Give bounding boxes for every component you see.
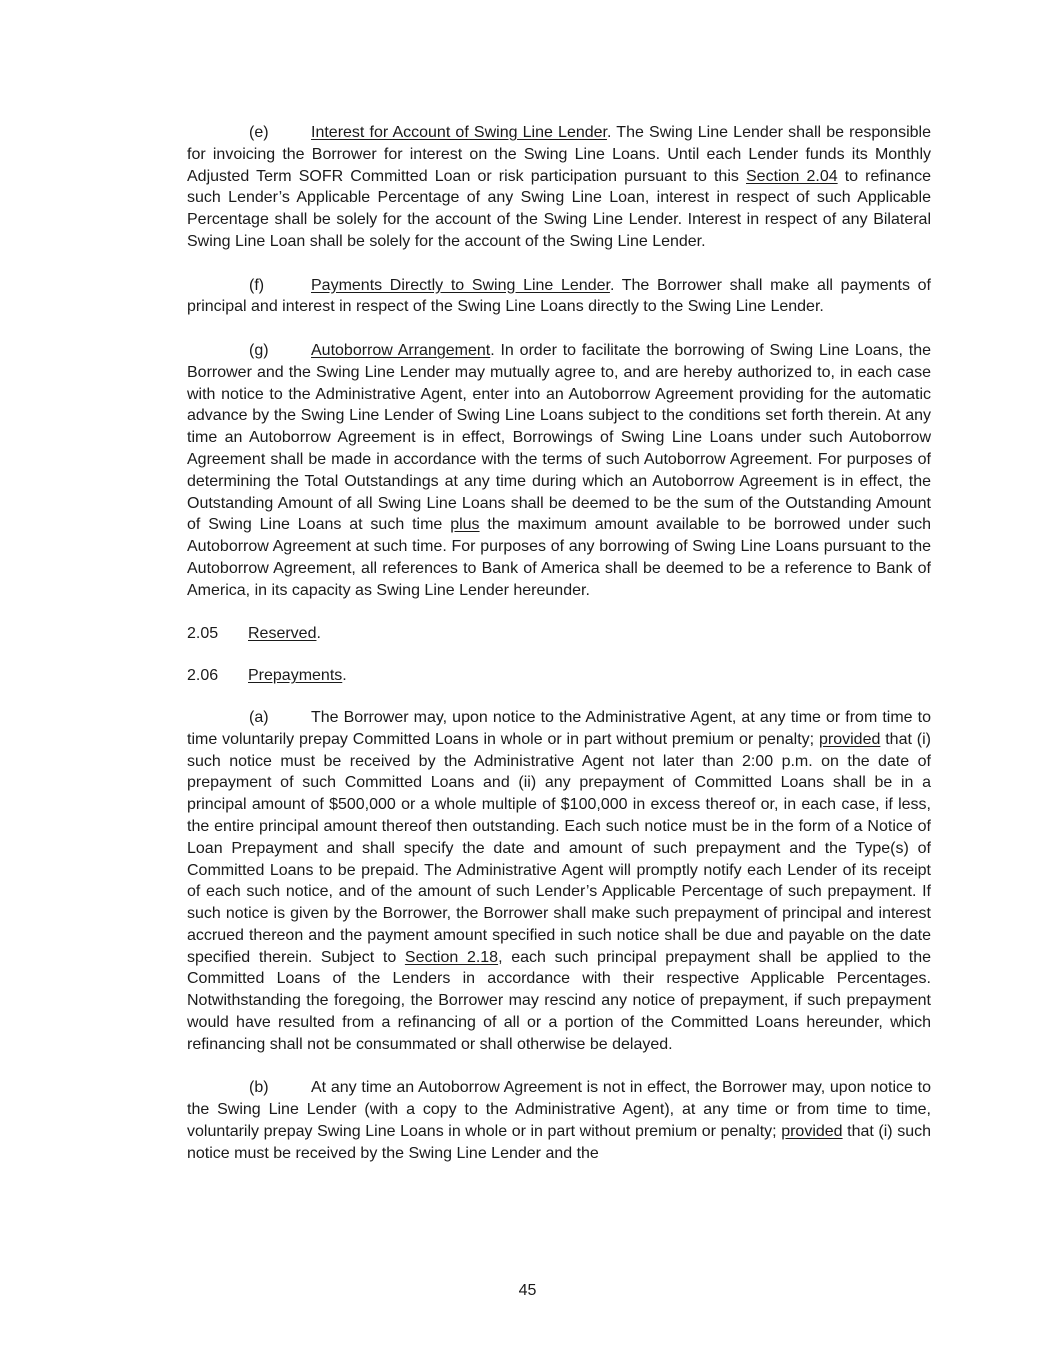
section-punct: . [316, 625, 321, 643]
paragraph-title: Autoborrow Arrangement [311, 341, 491, 359]
section-title: Prepayments [248, 667, 343, 685]
paragraph-f [187, 275, 931, 319]
paragraph-marker: (g) [249, 341, 269, 359]
paragraph-e [187, 122, 931, 253]
paragraph-marker: (b) [249, 1079, 269, 1097]
section-reference-link[interactable]: Section 2.18 [404, 948, 499, 966]
paragraph-text: , each such principal prepayment shall be applied to the Committed Loans of the Lenders in accordance with their respective Applicable Percentages. Notwithstanding the foregoing, the Borrower may rescind any notice of prepayment, if such prepayment would have resulted from a refinancing of all or a portion of the Committed Loans hereunder, which refinancing shall not be consummated or shall otherwise be delayed. [187, 948, 932, 1053]
section-punct: . [342, 667, 347, 685]
emphasized-term: provided [781, 1123, 843, 1141]
paragraph-text: that (i) such notice must be received by the Swing Line Lender and the [187, 1123, 932, 1162]
paragraph-a [187, 707, 931, 1056]
emphasized-term: provided [818, 730, 881, 748]
paragraph-text: . The Borrower shall make all payments of principal and interest in respect of the Swing Line Loans directly to the Swing Line Lender. [187, 276, 932, 316]
document-page [187, 122, 931, 1186]
paragraph-text: At any time an Autoborrow Agreement is not in effect, the Borrower may, upon notice to the Swing Line Lender (with a copy to the Administrative Agent), at any time or from time to time, voluntarily prepay Swing Line Loans in whole or in part without premium or penalty; [187, 1079, 931, 1141]
paragraph-text: to refinance such Lender’s Applicable Percentage of any Swing Line Loan, interest in respect of such Applicable Percentage shall be solely for the account of the Swing Line Lender. Interest in respect of any Bilateral Swing Line Loan shall be solely for the account of the Swing Line Lender. [187, 167, 932, 250]
page-number: 45 [518, 1282, 537, 1299]
paragraph-title: Payments Directly to Swing Line Lender [311, 276, 610, 294]
paragraph-text: . In order to facilitate the borrowing of Swing Line Loans, the Borrower and the Swing Line Lender may mutually agree to, and are hereby authorized to, in each case with notice to the Administrative Agent, enter into an Autoborrow Agreement providing for the automatic advance by the Swing Line Lender of Swing Line Loans subject to the conditions set forth therein. At any time an Autoborrow Agreement is in effect, Borrowings of Swing Line Loans under such Autoborrow Agreement shall be made in accordance with the terms of such Autoborrow Agreement. For purposes of determining the Total Outstandings at any time during which an Autoborrow Agreement is in effect, the Outstanding Amount of all Swing Line Loans shall be deemed to be the sum of the Outstanding Amount of Swing Line Loans at such time [187, 341, 932, 534]
paragraph-marker: (a) [249, 708, 269, 726]
section-heading-2-05 [187, 623, 931, 645]
paragraph-text: The Borrower may, upon notice to the Administrative Agent, at any time or from time to time voluntarily prepay Committed Loans in whole or in part without premium or penalty; [187, 708, 931, 748]
section-reference-link[interactable]: Section 2.04 [746, 167, 838, 185]
emphasized-term: plus [450, 516, 480, 534]
paragraph-g [187, 340, 931, 602]
paragraph-title: Interest for Account of Swing Line Lender [311, 124, 607, 141]
paragraph-text: that (i) such notice must be received by the Administrative Agent not later than 2:00 p.m. on the date of prepayment of such Committed Loans and (ii) any prepayment of Committed Loans shall be in a principal amount of $500,000 or a whole multiple of $100,000 in excess thereof or, in each case, if less, the entire principal amount thereof then outstanding. Each such notice must be in the form of a Notice of Loan Prepayment and shall specify the date and amount of such prepayment and the Type(s) of Committed Loans to be prepaid. The Administrative Agent will promptly notify each Lender of its receipt of each such notice, and of the amount of such Lender’s Applicable Percentage of such prepayment. If such notice is given by the Borrower, the Borrower shall make such prepayment of principal and interest accrued thereon and the payment amount specified in such notice shall be due and payable on the date specified therein. Subject to [187, 730, 931, 966]
paragraph-b [187, 1077, 931, 1164]
paragraph-marker: (e) [249, 124, 269, 141]
section-heading-2-06 [187, 665, 931, 687]
section-number: 2.05 [187, 625, 219, 643]
section-title: Reserved [248, 625, 317, 643]
paragraph-text: the maximum amount available to be borrowed under such Autoborrow Agreement at such time. For purposes of any borrowing of Swing Line Loans pursuant to the Autoborrow Agreement, all references to Bank of America shall be deemed to be a reference to Bank of America, in its capacity as Swing Line Lender hereunder. [187, 516, 932, 599]
section-number: 2.06 [187, 667, 219, 685]
paragraph-marker: (f) [249, 276, 265, 294]
paragraph-text: . The Swing Line Lender shall be responsible for invoicing the Borrower for interest on the Swing Line Loans. Until each Lender funds its Monthly Adjusted Term SOFR Committed Loan or risk participation pursuant to this [187, 124, 931, 185]
